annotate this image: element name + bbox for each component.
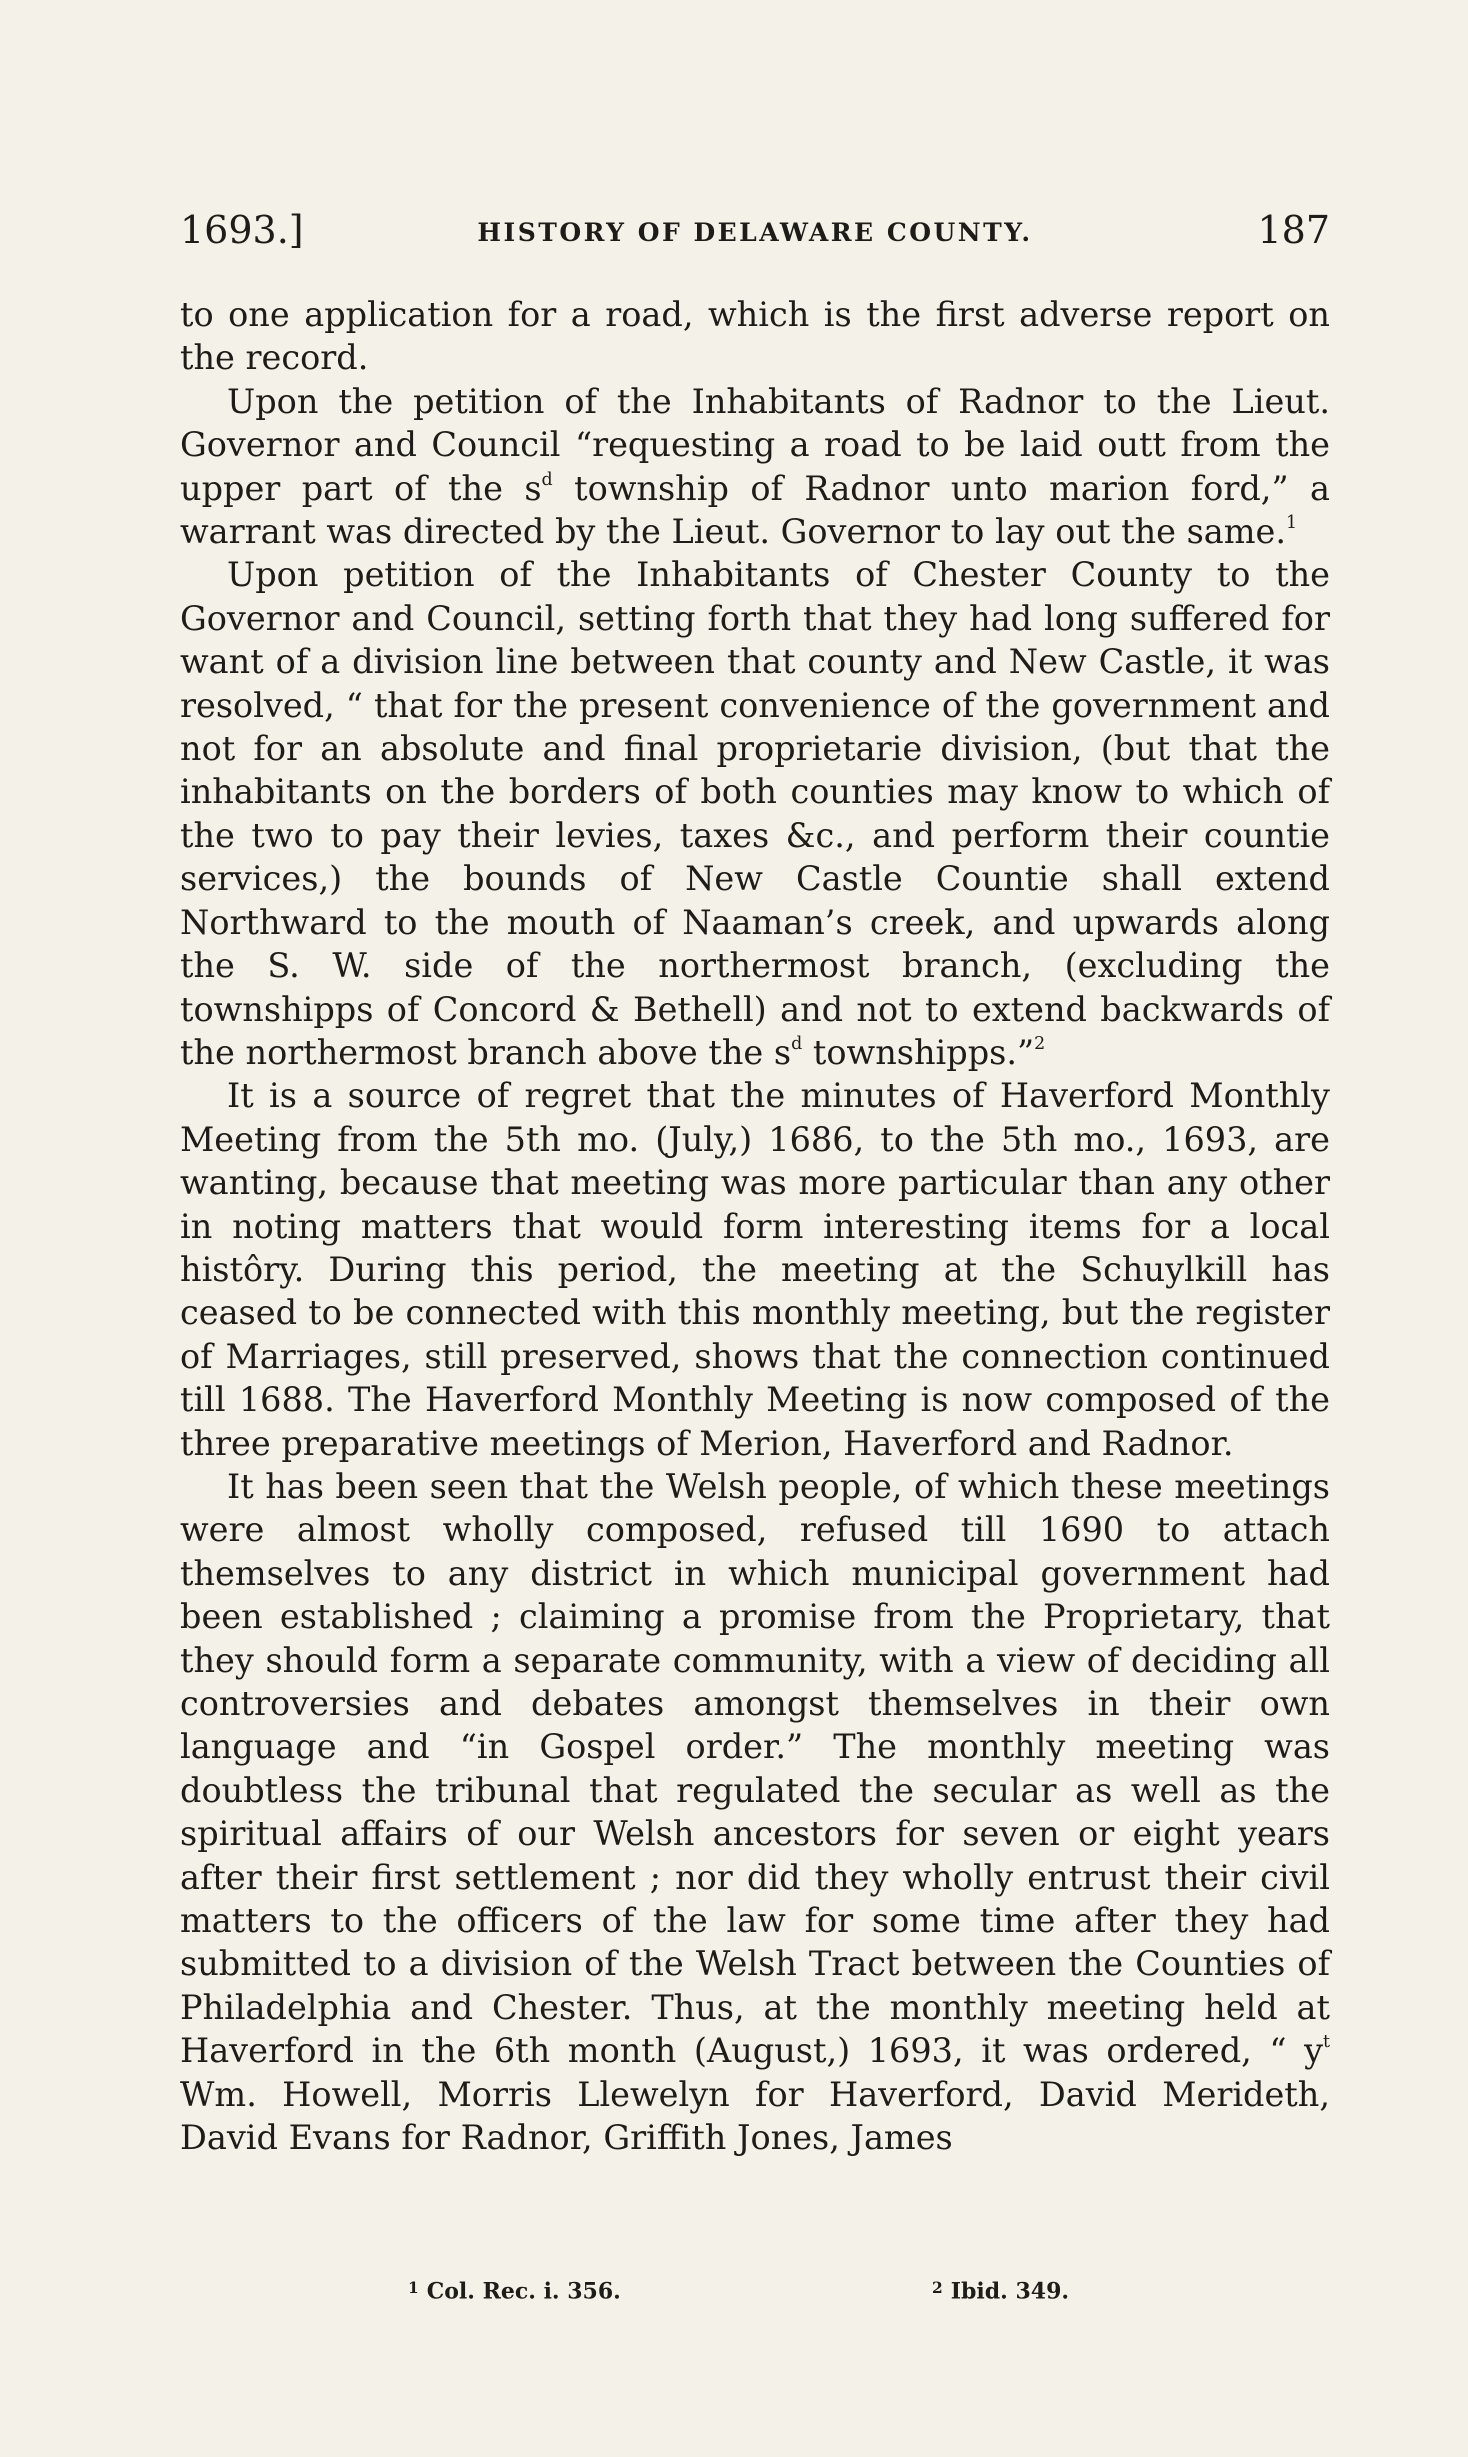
paragraph-text: It has been seen that the Welsh people, of which these meetings were almost wholly composed, refused till 1690 to attach themselves to any district in which municipal government had been established ; claiming a promise from the Proprietary, that they should form a separate community, with a view of deciding all controversies and debates amongst themselves in their own language and “in Gospel order.” The monthly meeting was doubtless the tribunal that regulated the secular as well as the spiritual affairs of our Welsh ancestors for seven or eight years after their first settlement ; nor did they wholly entrust their civil matters to the officers of the law for some time after they had submitted to a division of the Welsh Tract between the Counties of Philadelphia and Chester. Thus, at the monthly meeting held at Haverford in the 6th month (August,) 1693, it was ordered, “ y [180, 1466, 1330, 2071]
paragraph-text: townshipps.” [802, 1032, 1035, 1072]
footnote-reference-1: 1 [1286, 513, 1298, 534]
header-title: HISTORY OF DELAWARE COUNTY. [477, 218, 1033, 247]
paragraph-continuation [180, 293, 1330, 380]
footnote-mark-2: 2 [932, 2279, 943, 2297]
paragraph-text: Upon petition of the Inhabitants of Chester County to the Governor and Council, setting forth that they had long suffered for want of a division line between that county and New Castle, it was resolved, “ that for the present convenience of the government and not for an absolute and final proprietarie division, (but that the inhabitants on the borders of both counties may know to which of the two to pay their levies, taxes &c., and perform their countie services,) the bounds of New Castle Countie shall extend Northward to the mouth of Naaman’s creek, and upwards along the S. W. side of the northermost branch, (excluding the townshipps of Concord & Bethell) and not to extend backwards of the northermost branch above the s [180, 555, 1330, 1072]
footnotes [180, 2268, 1330, 2308]
paragraph-text: Wm. Howell, Morris Llewelyn for Haverford, David Merideth, David Evans for Radnor, Griffith Jones, James [180, 2074, 1330, 2158]
header-year: 1693.] [180, 208, 304, 252]
paragraph-text: It is a source of regret that the minutes of Haverford Monthly Meeting from the 5th mo. (July,) 1686, to the 5th mo., 1693, are wanting, because that meeting was more particular than any other in noting matters that would form interesting items for a local histôry. During this period, the meeting at the Schuylkill has ceased to be connected with this monthly meeting, but the register of Marriages, still preserved, shows that the connection continued till 1688. The Haverford Monthly Meeting is now composed of the three preparative meetings of Merion, Haverford and Radnor. [180, 1076, 1330, 1463]
superscript-abbreviation: d [791, 1034, 803, 1055]
superscript-abbreviation: d [541, 469, 553, 490]
footnote-reference-2: 2 [1034, 1034, 1046, 1055]
paragraph-haverford-minutes [180, 1074, 1330, 1465]
paragraph-text: to one application for a road, which is the first adverse report on the record. [180, 295, 1330, 378]
footnote-text-1: Col. Rec. i. 356. [426, 2278, 621, 2305]
footnote-text-2: Ibid. 349. [950, 2278, 1070, 2305]
paragraph-welsh-people [180, 1465, 1330, 2160]
running-head [180, 205, 1330, 255]
body-text [180, 293, 1330, 2159]
page-number: 187 [1257, 208, 1330, 252]
superscript-abbreviation: t [1323, 2032, 1330, 2053]
footnote-1 [408, 2268, 621, 2311]
paragraph-text: township of Radnor unto marion ford,” a warrant was directed by the Lieut. Governor to lay out the same. [180, 468, 1330, 552]
paragraph-radnor-road [180, 380, 1330, 554]
footnote-2 [932, 2268, 1069, 2311]
footnote-mark-1: 1 [408, 2279, 419, 2297]
paragraph-division-line [180, 553, 1330, 1074]
paragraph-text: Upon the petition of the Inhabitants of Radnor to the Lieut. Governor and Council “requesting a road to be laid outt from the upper part of the s [180, 381, 1330, 508]
